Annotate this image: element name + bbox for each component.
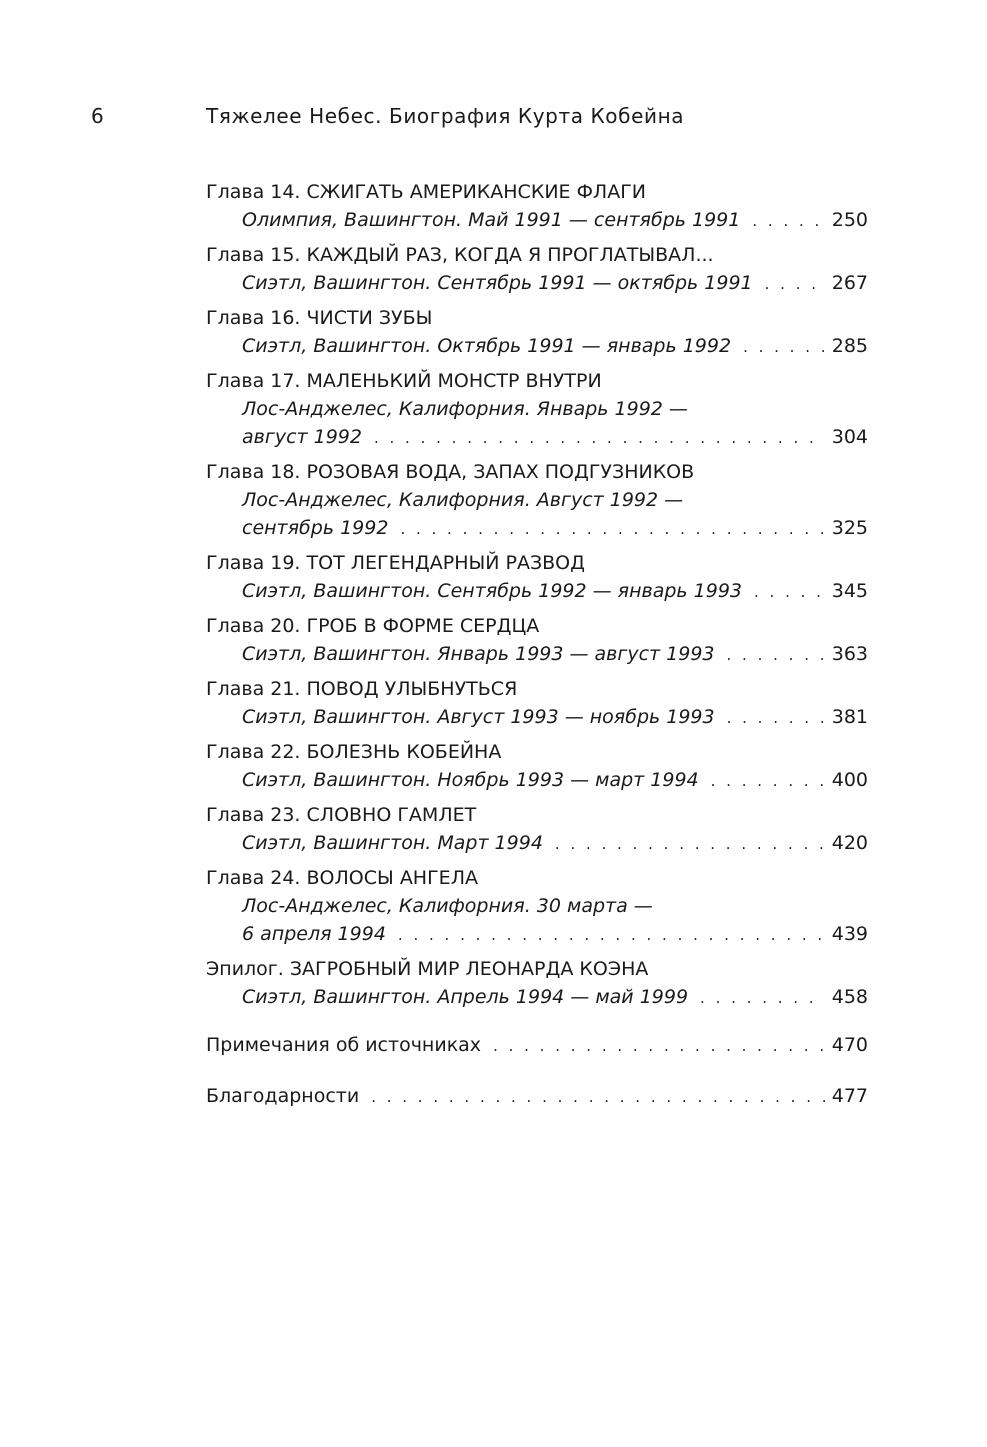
page-ref: 285 bbox=[831, 335, 868, 357]
chapter-title: Глава 15. КАЖДЫЙ РАЗ, КОГДА Я ПРОГЛАТЫВАЛ... bbox=[206, 244, 714, 266]
chapter-title: Глава 23. СЛОВНО ГАМЛЕТ bbox=[206, 804, 477, 826]
dot-leader bbox=[700, 984, 826, 1011]
chapter-title: Глава 18. РОЗОВАЯ ВОДА, ЗАПАХ ПОДГУЗНИКОВ bbox=[206, 461, 695, 483]
toc-entry-chapter-18[interactable] bbox=[206, 458, 868, 542]
dot-leader bbox=[711, 767, 826, 794]
toc-entry-chapter-22[interactable] bbox=[206, 738, 868, 794]
table-of-contents bbox=[206, 178, 868, 1110]
chapter-title: Глава 17. МАЛЕНЬКИЙ МОНСТР ВНУТРИ bbox=[206, 370, 602, 392]
dot-leader bbox=[765, 270, 826, 297]
page-ref: 470 bbox=[831, 1034, 868, 1056]
page-ref: 381 bbox=[831, 706, 868, 728]
toc-entry-chapter-14[interactable] bbox=[206, 178, 868, 234]
page-ref: 439 bbox=[831, 923, 868, 945]
chapter-subtitle: Сиэтл, Вашингтон. Ноябрь 1993 — март 1994 bbox=[242, 769, 699, 791]
dot-leader bbox=[743, 333, 826, 360]
page-ref: 267 bbox=[831, 272, 868, 294]
end-entry-line bbox=[206, 1082, 868, 1110]
chapter-subtitle: Сиэтл, Вашингтон. Апрель 1994 — май 1999 bbox=[242, 986, 689, 1008]
chapter-subtitle: Сиэтл, Вашингтон. Сентябрь 1991 — октябрь 1991 bbox=[242, 272, 753, 294]
dot-leader bbox=[754, 578, 826, 605]
toc-entry-chapter-21[interactable] bbox=[206, 675, 868, 731]
dot-leader bbox=[398, 921, 826, 948]
chapter-subtitle-first: Лос-Анджелес, Калифорния. 30 марта — bbox=[242, 895, 653, 917]
page-ref: 304 bbox=[831, 426, 868, 448]
chapter-subtitle-line bbox=[206, 766, 868, 794]
page-ref: 345 bbox=[831, 580, 868, 602]
chapter-subtitle-line bbox=[206, 983, 868, 1011]
dot-leader bbox=[727, 704, 826, 731]
chapter-title: Глава 19. ТОТ ЛЕГЕНДАРНЫЙ РАЗВОД bbox=[206, 552, 585, 574]
dot-leader bbox=[371, 1083, 826, 1110]
page-ref: 363 bbox=[831, 643, 868, 665]
page-ref: 250 bbox=[831, 209, 868, 231]
toc-entry-chapter-15[interactable] bbox=[206, 241, 868, 297]
page-ref: 325 bbox=[831, 517, 868, 539]
dot-leader bbox=[555, 830, 826, 857]
chapter-subtitle-first: Лос-Анджелес, Калифорния. Август 1992 — bbox=[242, 489, 684, 511]
chapter-subtitle: Сиэтл, Вашингтон. Январь 1993 — август 1993 bbox=[242, 643, 715, 665]
chapter-subtitle: сентябрь 1992 bbox=[242, 517, 389, 539]
running-head bbox=[0, 104, 987, 134]
toc-entry-chapter-17[interactable] bbox=[206, 367, 868, 451]
toc-entry-chapter-24[interactable] bbox=[206, 864, 868, 948]
toc-entry-chapter-16[interactable] bbox=[206, 304, 868, 360]
chapter-title: Глава 20. ГРОБ В ФОРМЕ СЕРДЦА bbox=[206, 615, 540, 637]
chapter-title: Глава 21. ПОВОД УЛЫБНУТЬСЯ bbox=[206, 678, 518, 700]
dot-leader bbox=[493, 1032, 826, 1059]
chapter-subtitle-line bbox=[206, 577, 868, 605]
toc-entry-epilogue[interactable] bbox=[206, 955, 868, 1011]
chapter-subtitle-line bbox=[206, 206, 868, 234]
chapter-title: Глава 16. ЧИСТИ ЗУБЫ bbox=[206, 307, 433, 329]
page-ref: 458 bbox=[831, 986, 868, 1008]
chapter-subtitle: Сиэтл, Вашингтон. Октябрь 1991 — январь 1992 bbox=[242, 335, 732, 357]
dot-leader bbox=[400, 515, 825, 542]
toc-entry-chapter-23[interactable] bbox=[206, 801, 868, 857]
chapter-subtitle-line bbox=[206, 829, 868, 857]
end-entry-line bbox=[206, 1031, 868, 1059]
page-number: 6 bbox=[91, 104, 105, 128]
page-ref: 400 bbox=[831, 769, 868, 791]
dot-leader bbox=[374, 424, 826, 451]
toc-entry-chapter-19[interactable] bbox=[206, 549, 868, 605]
chapter-subtitle: 6 апреля 1994 bbox=[242, 923, 386, 945]
chapter-subtitle: Сиэтл, Вашингтон. Март 1994 bbox=[242, 832, 543, 854]
chapter-title: Глава 22. БОЛЕЗНЬ КОБЕЙНА bbox=[206, 741, 502, 763]
chapter-subtitle-line bbox=[206, 423, 868, 451]
toc-entry-chapter-20[interactable] bbox=[206, 612, 868, 668]
chapter-subtitle: Сиэтл, Вашингтон. Август 1993 — ноябрь 1993 bbox=[242, 706, 715, 728]
toc-entry-source-notes[interactable] bbox=[206, 1031, 868, 1059]
chapter-subtitle-line bbox=[206, 920, 868, 948]
chapter-subtitle: Сиэтл, Вашингтон. Сентябрь 1992 — январь 1993 bbox=[242, 580, 743, 602]
chapter-title: Глава 14. СЖИГАТЬ АМЕРИКАНСКИЕ ФЛАГИ bbox=[206, 181, 647, 203]
chapter-title: Глава 24. ВОЛОСЫ АНГЕЛА bbox=[206, 867, 478, 889]
chapter-title: Эпилог. ЗАГРОБНЫЙ МИР ЛЕОНАРДА КОЭНА bbox=[206, 958, 649, 980]
toc-entry-acknowledgements[interactable] bbox=[206, 1082, 868, 1110]
chapter-subtitle-first: Лос-Анджелес, Калифорния. Январь 1992 — bbox=[242, 398, 688, 420]
chapter-subtitle: август 1992 bbox=[242, 426, 362, 448]
chapter-subtitle: Олимпия, Вашингтон. Май 1991 — сентябрь 1991 bbox=[242, 209, 741, 231]
page-ref: 420 bbox=[831, 832, 868, 854]
book-title: Тяжелее Небес. Биография Курта Кобейна bbox=[206, 104, 685, 128]
chapter-subtitle-line bbox=[206, 269, 868, 297]
dot-leader bbox=[752, 207, 825, 234]
chapter-subtitle-line bbox=[206, 640, 868, 668]
end-entry-title: Примечания об источниках bbox=[206, 1034, 482, 1056]
dot-leader bbox=[727, 641, 826, 668]
chapter-subtitle-line bbox=[206, 703, 868, 731]
chapter-subtitle-line bbox=[206, 514, 868, 542]
end-entry-title: Благодарности bbox=[206, 1085, 360, 1107]
page-ref: 477 bbox=[831, 1085, 868, 1107]
chapter-subtitle-line bbox=[206, 332, 868, 360]
